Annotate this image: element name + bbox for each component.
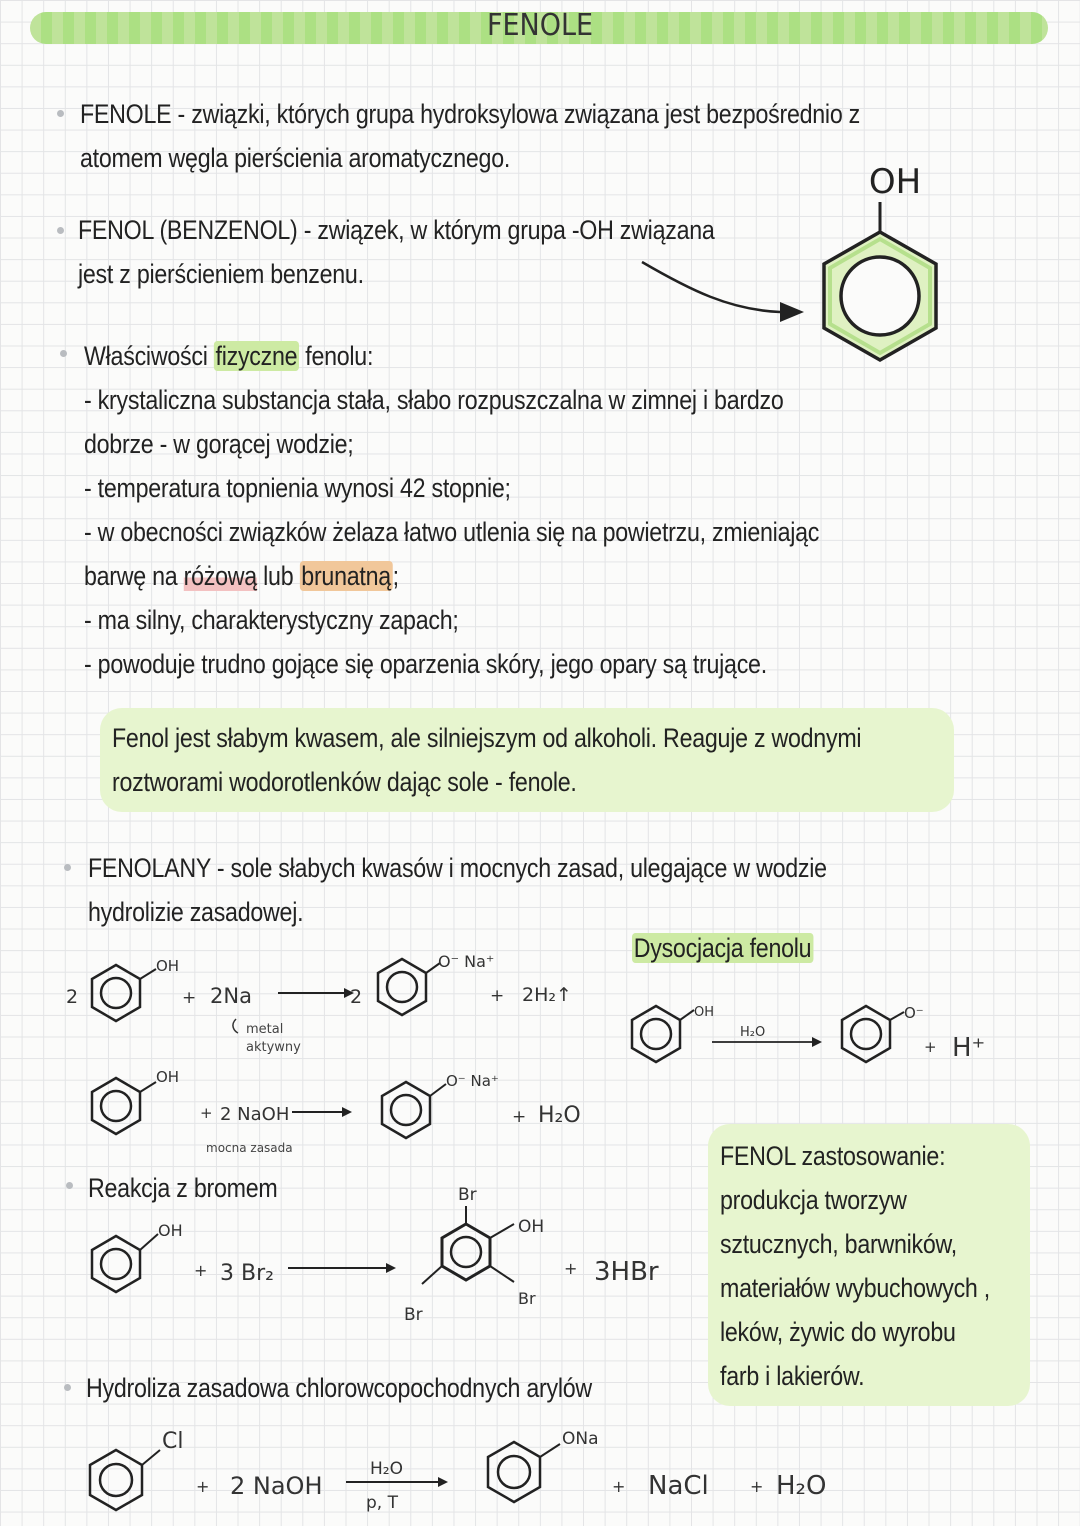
dissociation-title: Dysocjacja fenolu <box>633 933 812 963</box>
benzene-ring <box>90 1450 142 1510</box>
reaction-naoh <box>60 1060 620 1160</box>
svg-text:+: + <box>924 1038 937 1056</box>
benzene-ring <box>382 1082 430 1138</box>
uses-title: FENOL zastosowanie: <box>720 1141 946 1171</box>
page-title: FENOLE <box>486 8 594 43</box>
fenolany-line-1: FENOLANY - sole słabych kwasów i mocnych zasad, ulegające w wodzie <box>88 853 827 883</box>
reagent-na: 2Na <box>210 984 252 1008</box>
arrowhead <box>780 302 804 322</box>
svg-text:O⁻ Na⁺: O⁻ Na⁺ <box>446 1072 499 1090</box>
svg-text:OH: OH <box>518 1217 545 1237</box>
highlight-rozowa: różową <box>183 561 257 591</box>
physical-line-3: - temperatura topnienia wynosi 42 stopnie; <box>84 473 511 503</box>
bullet <box>57 227 64 234</box>
acid-line-1: Fenol jest słabym kwasem, ale silniejszym od alkoholi. Reaguje z wodnymi <box>112 723 862 753</box>
acid-line-2: roztworami wodorotlenków dając sole - fenole. <box>112 767 577 797</box>
term-fenol: FENOL (BENZENOL) <box>78 215 298 245</box>
bromine-reaction <box>60 1180 700 1330</box>
pointer-arrow <box>642 262 780 312</box>
fenol-def-line-1: FENOL (BENZENOL) - związek, w którym grupa -OH związana <box>78 215 715 245</box>
uses-line: sztucznych, barwników, <box>720 1229 957 1259</box>
svg-text:2: 2 <box>66 986 79 1008</box>
physical-title: Właściwości fizyczne fenolu: <box>84 341 374 371</box>
svg-text:mocna zasada: mocna zasada <box>206 1141 293 1155</box>
dissociation-equation <box>620 990 1040 1080</box>
bullet <box>57 110 64 117</box>
uses-line: farb i lakierów. <box>720 1361 865 1391</box>
svg-text:metal: metal <box>246 1022 284 1037</box>
svg-text:+: + <box>564 1259 578 1278</box>
water: H₂O <box>538 1103 581 1128</box>
fenol-def-line-2: jest z pierścieniem benzenu. <box>78 259 364 289</box>
benzene-ring <box>92 1236 140 1292</box>
highlight-fizyczne: fizyczne <box>215 341 298 371</box>
svg-text:p, T: p, T <box>366 1493 398 1513</box>
svg-text:Cl: Cl <box>162 1429 184 1454</box>
highlight-brunatna: brunatną <box>301 561 391 591</box>
physical-line-6: - ma silny, charakterystyczny zapach; <box>84 605 459 635</box>
bullet <box>64 864 71 871</box>
svg-text:+: + <box>194 1261 208 1280</box>
water: H₂O <box>776 1471 827 1501</box>
svg-text:O⁻: O⁻ <box>904 1004 924 1022</box>
svg-text:+: + <box>200 1104 213 1122</box>
term-fenol-acid: Fenol <box>112 723 169 753</box>
physical-line-2: dobrze - w gorącej wodzie; <box>84 429 354 459</box>
hydrolysis-title: Hydroliza zasadowa chlorowcopochodnych arylów <box>86 1373 592 1403</box>
svg-text:+: + <box>512 1107 527 1127</box>
bullet <box>60 350 67 357</box>
svg-text:2: 2 <box>350 986 363 1008</box>
reagent-naoh: 2 NaOH <box>220 1104 290 1125</box>
benzene-ring <box>378 959 426 1015</box>
svg-text:Br: Br <box>458 1185 477 1205</box>
reaction-sodium <box>60 945 620 1065</box>
phenol-structure <box>620 160 960 390</box>
hydrogen-ion: H⁺ <box>952 1033 986 1063</box>
uses-line: leków, żywic do wyrobu <box>720 1317 956 1347</box>
svg-text:H₂O: H₂O <box>740 1025 766 1040</box>
svg-text:+: + <box>750 1477 764 1496</box>
physical-line-5: barwę na różową lub brunatną; <box>84 561 399 591</box>
svg-text:Br: Br <box>518 1289 536 1308</box>
physical-line-7: - powoduje trudno gojące się oparzenia skóry, jego opary są trujące. <box>84 649 767 679</box>
tribromophenol-ring <box>442 1224 490 1280</box>
hydrogen-bromide: 3HBr <box>594 1257 659 1287</box>
reagent-naoh: 2 NaOH <box>230 1472 323 1500</box>
benzene-ring <box>632 1006 680 1062</box>
salt-nacl: NaCl <box>648 1471 709 1501</box>
svg-text:OH: OH <box>158 1221 183 1240</box>
term-fenole: FENOLE <box>80 99 172 129</box>
svg-text:OH: OH <box>156 957 180 975</box>
fenolany-line-2: hydrolizie zasadowej. <box>88 897 304 927</box>
bullet <box>64 1384 71 1391</box>
bromine-title: Reakcja z bromem <box>88 1173 278 1203</box>
benzene-ring <box>488 1442 540 1502</box>
svg-text:ONa: ONa <box>562 1429 599 1449</box>
intro-line-1: FENOLE - związki, których grupa hydroksylowa związana jest bezpośrednio z <box>80 99 861 129</box>
hydrolysis-reaction <box>60 1416 880 1524</box>
svg-text:aktywny: aktywny <box>246 1040 301 1055</box>
uses-line: produkcja tworzyw <box>720 1185 907 1215</box>
physical-line-4: - w obecności związków żelaza łatwo utlenia się na powietrzu, zmieniając <box>84 517 820 547</box>
svg-text:H₂O: H₂O <box>370 1459 403 1479</box>
svg-text:+: + <box>182 988 197 1008</box>
term-fenol-uses: FENOL <box>720 1141 796 1171</box>
aromatic-circle <box>841 257 919 335</box>
oh-label: OH <box>868 162 922 202</box>
svg-text:Br: Br <box>404 1305 423 1325</box>
svg-text:OH: OH <box>694 1005 715 1020</box>
reagent-bromine: 3 Br₂ <box>220 1261 274 1286</box>
svg-text:+: + <box>490 986 505 1006</box>
intro-line-2: atomem węgla pierścienia aromatycznego. <box>80 143 511 173</box>
physical-line-1: - krystaliczna substancja stała, słabo rozpuszczalna w zimnej i bardzo <box>84 385 784 415</box>
hydrogen-gas: 2H₂↑ <box>522 984 572 1006</box>
benzene-ring <box>842 1006 890 1062</box>
svg-text:OH: OH <box>156 1068 180 1086</box>
benzene-ring <box>92 965 140 1021</box>
benzene-ring <box>92 1078 140 1134</box>
svg-text:+: + <box>196 1477 210 1496</box>
uses-line: materiałów wybuchowych , <box>720 1273 990 1303</box>
term-fenolany: FENOLANY <box>88 853 211 883</box>
svg-text:+: + <box>612 1477 626 1496</box>
svg-text:O⁻ Na⁺: O⁻ Na⁺ <box>438 952 495 971</box>
